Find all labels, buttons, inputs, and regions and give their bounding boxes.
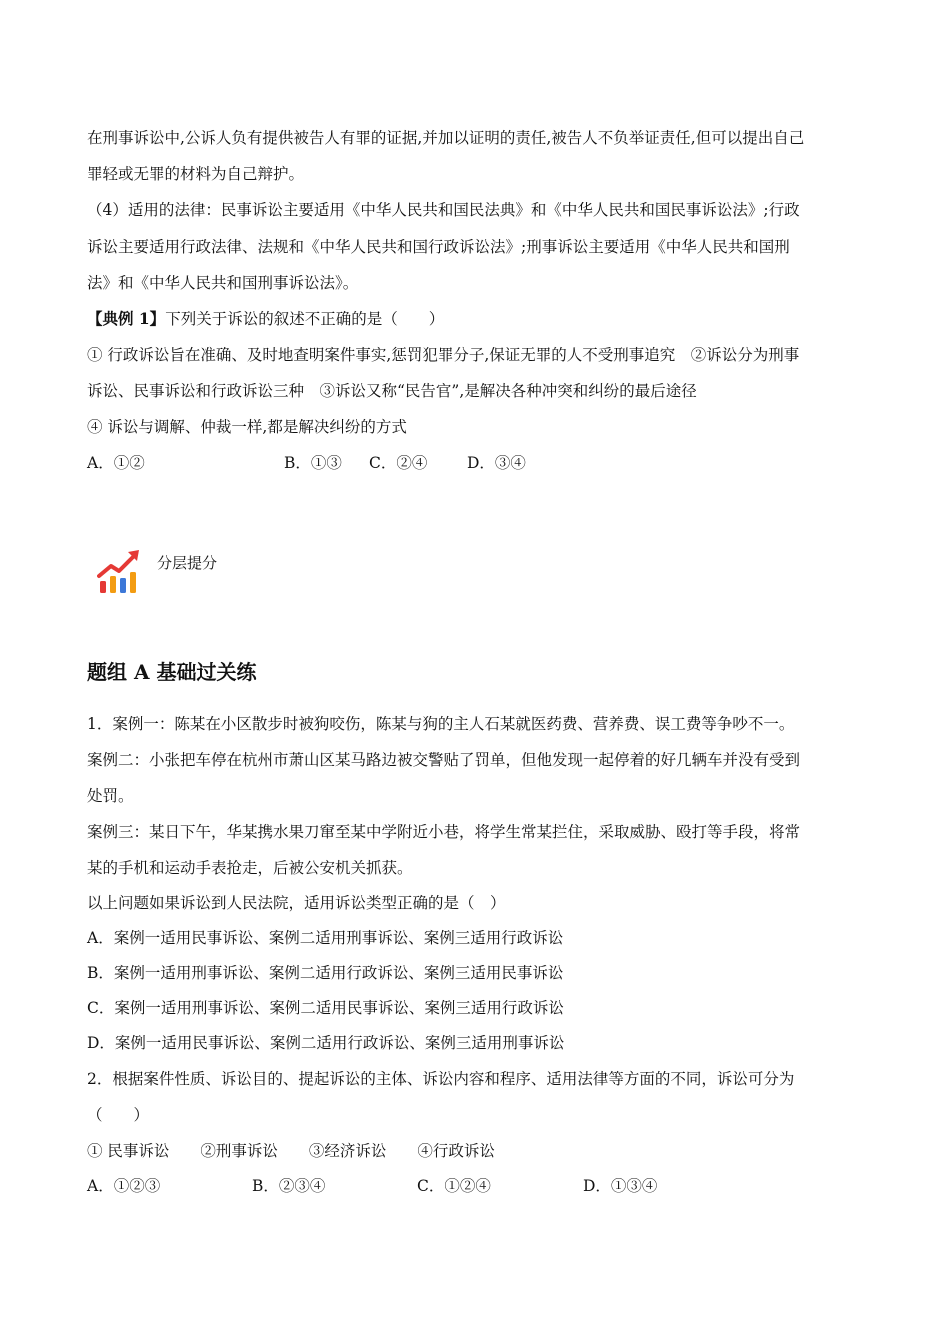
q1-stem: 以上问题如果诉讼到人民法院，适用诉讼类型正确的是（ ） xyxy=(87,894,506,912)
q2-option-b: B．②③④ xyxy=(252,1177,326,1195)
intro-line-2: 罪轻或无罪的材料为自己辩护。 xyxy=(87,165,305,183)
example-1-statement-2: 诉讼、民事诉讼和行政诉讼三种 ③诉讼又称“民告官”,是解决各种冲突和纠纷的最后途径 xyxy=(87,382,697,400)
example-1-tag: 【典例 1】 xyxy=(87,309,166,328)
q1-option-b: B．案例一适用刑事诉讼、案例二适用行政诉讼、案例三适用民事诉讼 xyxy=(87,964,564,982)
section-label: 分层提分 xyxy=(157,554,218,572)
q2-statements: ① 民事诉讼 ②刑事诉讼 ③经济诉讼 ④行政诉讼 xyxy=(87,1142,495,1160)
q1-line-5: 某的手机和运动手表抢走，后被公安机关抓获。 xyxy=(87,859,413,877)
q1-line-3: 处罚。 xyxy=(87,787,134,805)
example-1-stem: 下列关于诉讼的叙述不正确的是（ ） xyxy=(165,310,445,328)
intro-line-1: 在刑事诉讼中,公诉人负有提供被告人有罪的证据,并加以证明的责任,被告人不负举证责任,但可以提出自己 xyxy=(87,129,805,147)
q1-option-a: A．案例一适用民事诉讼、案例二适用刑事诉讼、案例三适用行政诉讼 xyxy=(87,929,564,947)
example-1-option-c: C．②④ xyxy=(369,454,428,472)
q1-line-1: 1．案例一：陈某在小区散步时被狗咬伤，陈某与狗的主人石某就医药费、营养费、误工费等争吵不一。 xyxy=(87,715,795,733)
example-1-option-b: B．①③ xyxy=(284,454,342,472)
q1-option-d: D．案例一适用民事诉讼、案例二适用行政诉讼、案例三适用刑事诉讼 xyxy=(87,1034,565,1052)
example-1-statement-3: ④ 诉讼与调解、仲裁一样,都是解决纠纷的方式 xyxy=(87,418,407,436)
q2-blank: （ ） xyxy=(87,1106,150,1124)
growth-chart-icon xyxy=(97,545,143,595)
q2-option-c: C．①②④ xyxy=(417,1177,491,1195)
logo-bar-1 xyxy=(100,581,106,593)
intro-line-5: 法》和《中华人民共和国刑事诉讼法》。 xyxy=(87,274,359,292)
example-1-question xyxy=(87,309,444,329)
intro-line-4: 诉讼主要适用行政法律、法规和《中华人民共和国行政诉讼法》;刑事诉讼主要适用《中华人民共和国刑 xyxy=(87,238,790,256)
group-title: 题组 A 基础过关练 xyxy=(87,660,257,684)
q1-option-c: C．案例一适用刑事诉讼、案例二适用民事诉讼、案例三适用行政诉讼 xyxy=(87,999,564,1017)
example-1-option-a: A．①② xyxy=(87,454,145,472)
q2-line-1: 2．根据案件性质、诉讼目的、提起诉讼的主体、诉讼内容和程序、适用法律等方面的不同，诉讼可分为 xyxy=(87,1070,795,1088)
logo-bar-3 xyxy=(120,578,126,593)
logo-bar-4 xyxy=(130,572,136,593)
q1-line-4: 案例三：某日下午，华某携水果刀窜至某中学附近小巷，将学生常某拦住，采取威胁、殴打等手段，将常 xyxy=(87,823,801,841)
logo-bar-2 xyxy=(110,576,116,593)
example-1-option-d: D．③④ xyxy=(467,454,526,472)
example-1-statement-1: ① 行政诉讼旨在准确、及时地查明案件事实,惩罚犯罪分子,保证无罪的人不受刑事追究 ②诉讼分为刑事 xyxy=(87,346,800,364)
logo-trend-line xyxy=(99,556,134,576)
intro-line-3: （4）适用的法律：民事诉讼主要适用《中华人民共和国民法典》和《中华人民共和国民事诉讼法》;行政 xyxy=(87,201,800,219)
q2-option-a: A．①②③ xyxy=(87,1177,161,1195)
q1-line-2: 案例二：小张把车停在杭州市萧山区某马路边被交警贴了罚单，但他发现一起停着的好几辆车并没有受到 xyxy=(87,751,801,769)
q2-option-d: D．①③④ xyxy=(583,1177,658,1195)
